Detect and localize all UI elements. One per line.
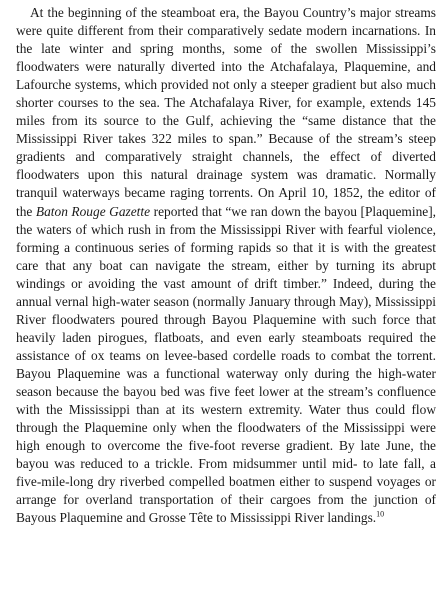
document-page [16, 4, 436, 527]
paragraph-text-part-1: At the beginning of the steamboat era, the Bayou Country’s major streams were quite different from their comparatively sedate modern incarnations. In the late winter and spring months, some of the swollen Mississippi’s floodwaters were naturally diverted into the Atchafalaya, Plaquemine, and Lafourche systems, which provided not only a steeper gradient but also much shorter courses to the sea. The Atchafalaya River, for example, extends 145 miles from its source to the Gulf, achieving the “same distance that the Mississippi River takes 322 miles to span.” Because of the stream’s steep gradients and comparatively straight channels, the effect of diverted floodwaters upon this natural drainage system was dramatic. Normally tranquil waterways became raging torrents. On April 10, 1852, the editor of the [16, 5, 436, 219]
newspaper-title: Baton Rouge Gazette [35, 203, 151, 219]
body-paragraph [16, 4, 436, 527]
footnote-marker[interactable]: 10 [376, 509, 385, 519]
paragraph-text-part-2: reported that “we ran down the bayou [Plaquemine], the waters of which rush in from the Mississippi River with fearful violence, forming a continuous series of forming rapids so that it is with the greatest care that any boat can navigate the stream, either by turning its abrupt windings or avoiding the vast amount of drift timber.” Indeed, during the annual vernal high-water season (normally January through May), Mississippi River floodwaters poured through Bayou Plaquemine with such force that heavily laden pirogues, flatboats, and even early steamboats required the assistance of ox teams on levee-based cordelle roads to combat the torrent. Bayou Plaquemine was a functional waterway only during the high-water season because the bayou bed was five feet lower at the stream’s confluence with the Mississippi than at its western extremity. Water thus could flow through the Plaquemine only when the floodwaters of the Mississippi were high enough to overcome the five-foot reverse gradient. By late June, the bayou was reduced to a trickle. From midsummer until mid- to late fall, a five-mile-long dry riverbed compelled boatmen either to suspend voyages or arrange for overland transportation of their cargoes from the junction of Bayous Plaquemine and Grosse Tête to Mississippi River landings. [16, 203, 437, 526]
